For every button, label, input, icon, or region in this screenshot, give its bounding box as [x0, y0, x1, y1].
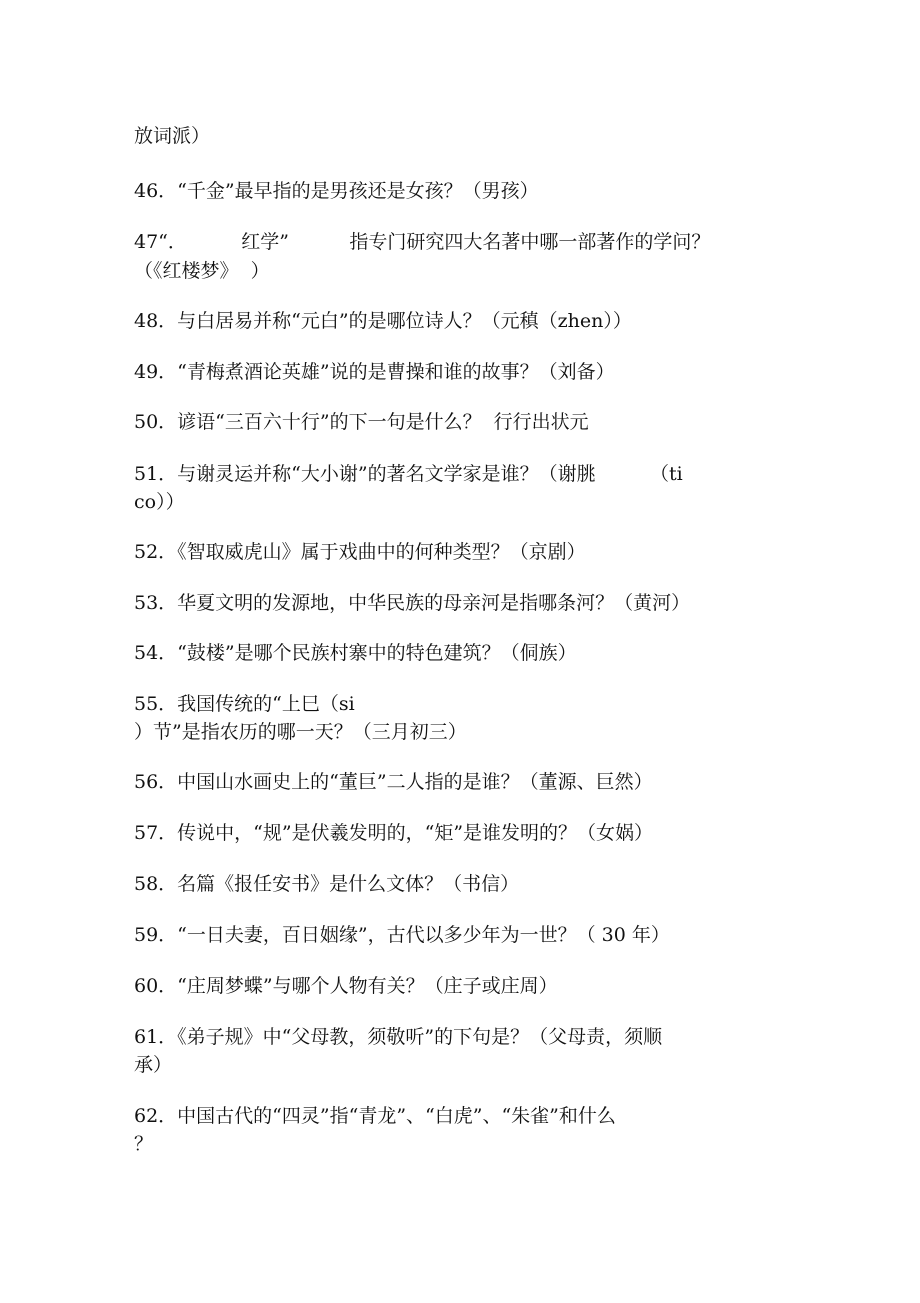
- question-55-continued: ）节”是指农历的哪一天？（三月初三）: [134, 721, 467, 743]
- question-61-continued: 承）: [134, 1054, 173, 1076]
- question-52: 52．《智取威虎山》属于戏曲中的何种类型？（京剧）: [134, 541, 586, 563]
- question-58: 58．名篇《报任安书》是什么文体？（书信）: [134, 873, 520, 895]
- question-61: 61．《弟子规》中“父母教，须敬听”的下句是？（父母责，须顺: [134, 1026, 663, 1048]
- question-48: 48．与白居易并称“元白”的是哪位诗人？（元稹（zhen））: [134, 310, 632, 332]
- question-47: 47“． 红学” 指专门研究四大名著中哪一部著作的学问？: [134, 231, 711, 253]
- question-56: 56．中国山水画史上的“董巨”二人指的是谁？（董源、巨然）: [134, 771, 653, 793]
- question-57: 57．传说中，“规”是伏羲发明的，“矩”是谁发明的？（女娲）: [134, 822, 654, 844]
- question-46: 46．“千金”最早指的是男孩还是女孩？（男孩）: [134, 180, 539, 202]
- question-62-continued: ？: [134, 1133, 154, 1155]
- question-60: 60．“庄周梦蝶”与哪个人物有关？（庄子或庄周）: [134, 975, 558, 997]
- question-62: 62．中国古代的“四灵”指“青龙”、“白虎”、“朱雀”和什么: [134, 1105, 616, 1127]
- question-51-continued: co））: [134, 491, 185, 513]
- question-54: 54．“鼓楼”是哪个民族村寨中的特色建筑？（侗族）: [134, 642, 577, 664]
- question-49: 49．“青梅煮酒论英雄”说的是曹操和谁的故事？（刘备）: [134, 361, 615, 383]
- question-50: 50．谚语“三百六十行”的下一句是什么？ 行行出状元: [134, 411, 589, 433]
- question-53: 53．华夏文明的发源地，中华民族的母亲河是指哪条河？（黄河）: [134, 592, 691, 614]
- question-55: 55．我国传统的“上巳（si: [134, 693, 355, 715]
- text-line: 放词派）: [134, 125, 211, 147]
- question-47-continued: （《红楼梦》 ）: [134, 260, 270, 282]
- question-51: 51．与谢灵运并称“大小谢”的著名文学家是谁？（谢朓 （ti: [134, 463, 683, 485]
- question-59: 59．“一日夫妻，百日姻缘”，古代以多少年为一世？（ 30 年）: [134, 924, 670, 946]
